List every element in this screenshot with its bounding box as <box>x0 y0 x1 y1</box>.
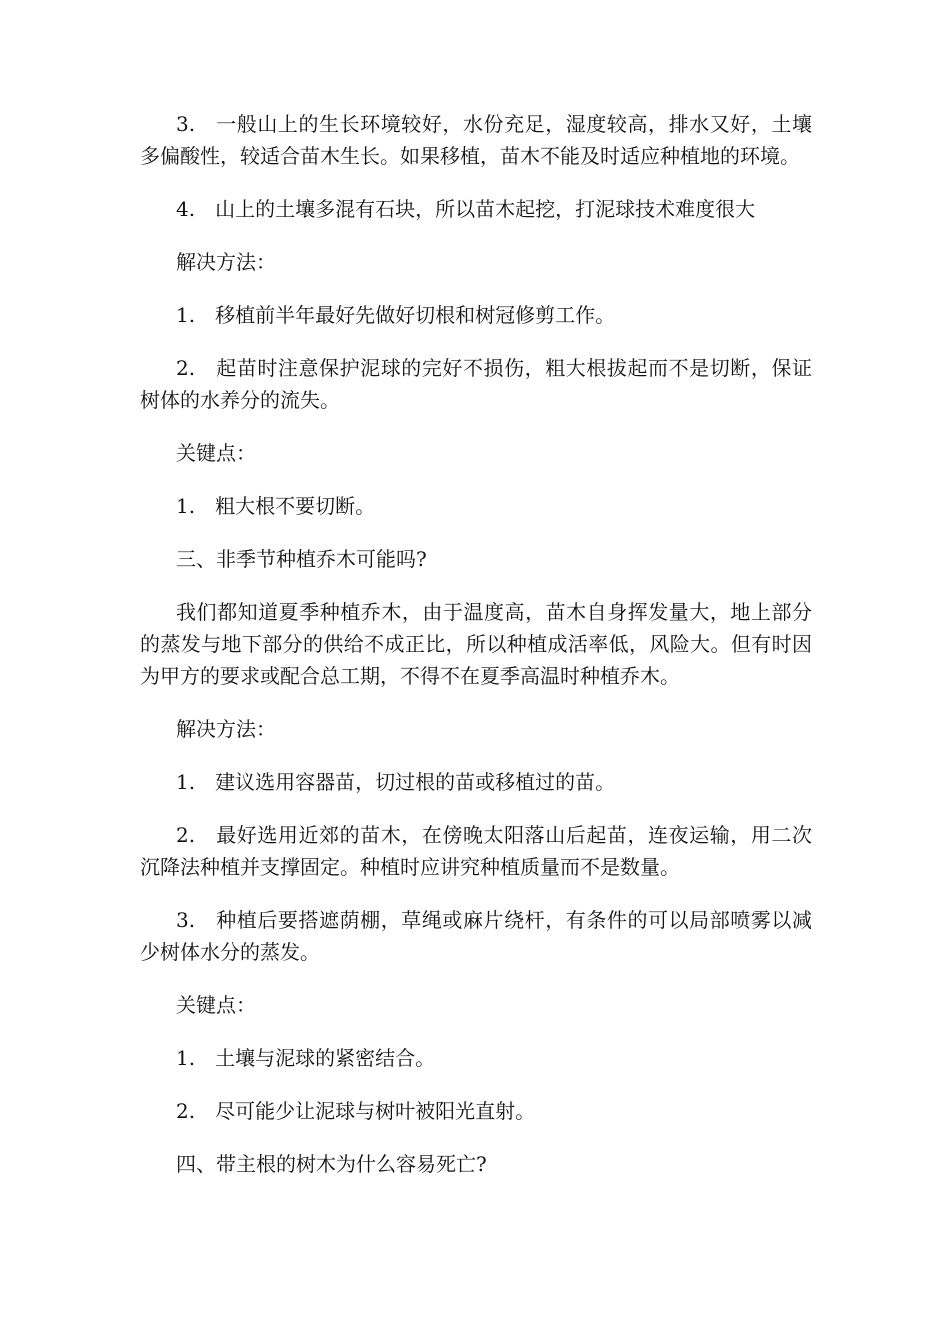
solution-item-1: 1. 建议选用容器苗，切过根的苗或移植过的苗。 <box>176 770 616 794</box>
paragraph-item-4: 4. 山上的土壤多混有石块，所以苗木起挖，打泥球技术难度很大 <box>176 197 756 221</box>
solution-heading: 解决方法： <box>176 717 276 741</box>
body-paragraph: 我们都知道夏季种植乔木，由于温度高，苗木自身挥发量大，地上部分的蒸发与地下部分的供给不成正比，所以种植成活率低，风险大。但有时因为甲方的要求或配合总工期，不得不在夏季高温时种植乔木。 <box>140 600 812 688</box>
solution-item-3: 3. 种植后要搭遮荫棚，草绳或麻片绕杆，有条件的可以局部喷雾以减少树体水分的蒸发。 <box>140 908 812 964</box>
solution-item-1: 1. 移植前半年最好先做好切根和树冠修剪工作。 <box>176 303 616 327</box>
key-point-item-1: 1. 粗大根不要切断。 <box>176 494 376 518</box>
solution-item-2: 2. 起苗时注意保护泥球的完好不损伤，粗大根拔起而不是切断，保证树体的水养分的流失。 <box>140 356 812 412</box>
key-point-heading: 关键点： <box>176 993 256 1017</box>
key-point-item-2: 2. 尽可能少让泥球与树叶被阳光直射。 <box>176 1099 536 1123</box>
document-page <box>140 108 812 1201</box>
key-point-item-1: 1. 土壤与泥球的紧密结合。 <box>176 1046 436 1070</box>
key-point-heading: 关键点： <box>176 441 256 465</box>
section-heading-4: 四、带主根的树木为什么容易死亡? <box>176 1152 487 1176</box>
solution-item-2: 2. 最好选用近郊的苗木，在傍晚太阳落山后起苗，连夜运输，用二次沉降法种植并支撑固定。种植时应讲究种植质量而不是数量。 <box>140 823 812 879</box>
section-heading-3: 三、非季节种植乔木可能吗? <box>176 547 427 571</box>
paragraph-item-3: 3. 一般山上的生长环境较好，水份充足，湿度较高，排水又好，土壤多偏酸性，较适合苗木生长。如果移植，苗木不能及时适应种植地的环境。 <box>140 112 812 168</box>
solution-heading: 解决方法： <box>176 250 276 274</box>
